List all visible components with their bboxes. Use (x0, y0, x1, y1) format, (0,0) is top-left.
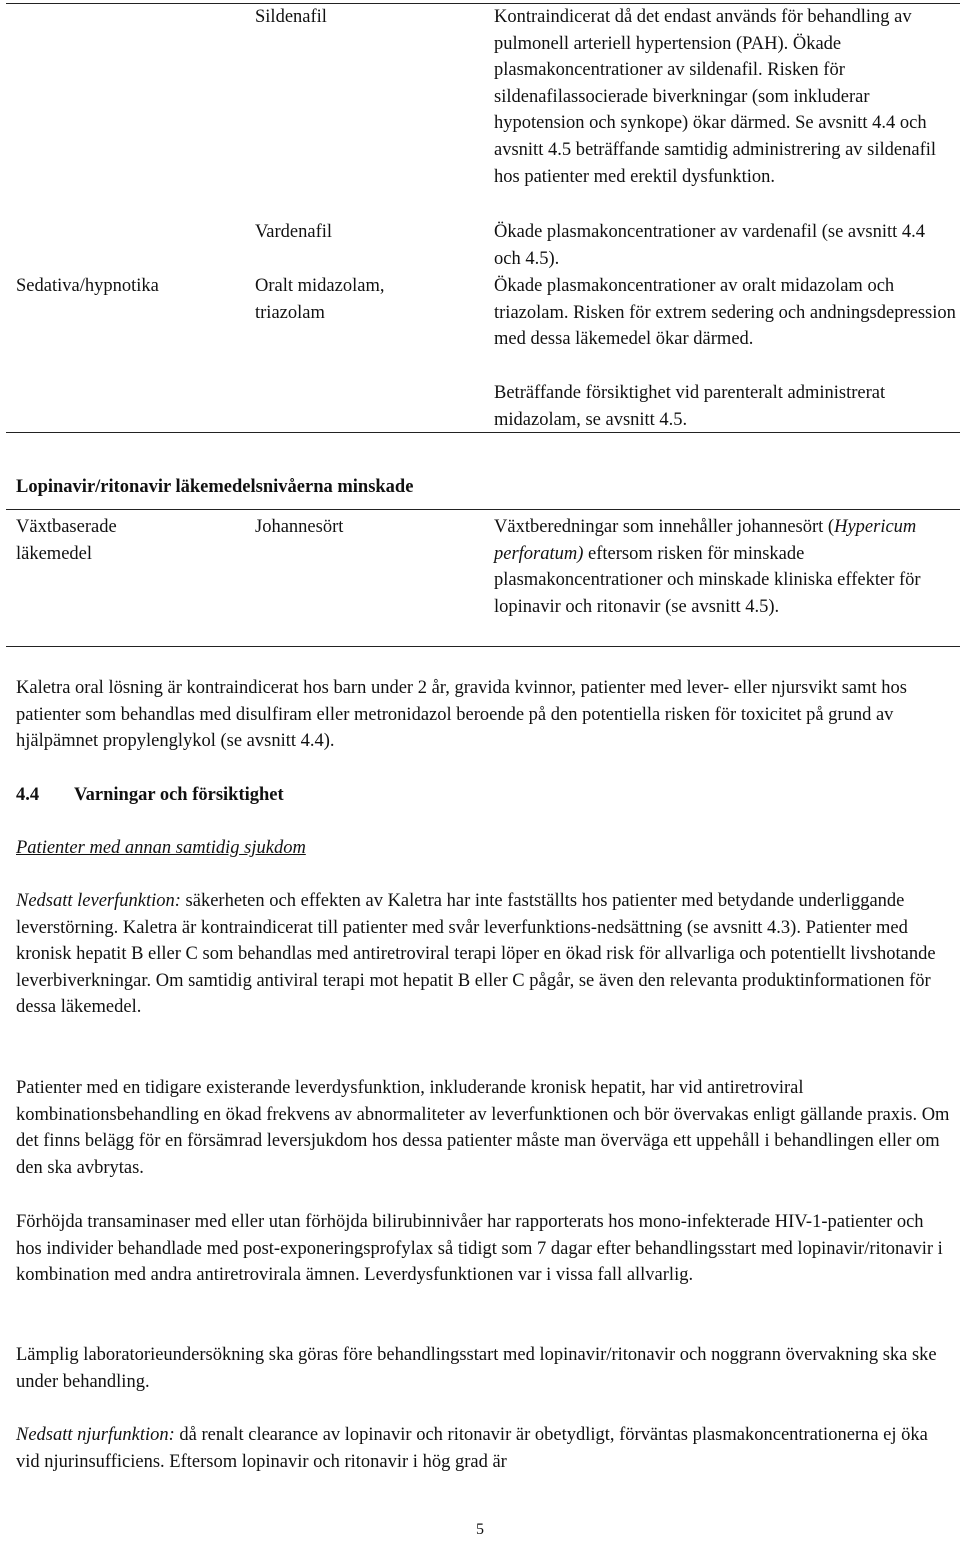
table-group-label: Sedativa/hypnotika (16, 276, 159, 296)
section-title: Varningar och försiktighet (74, 785, 284, 805)
hepatic-label: Nedsatt leverfunktion: (16, 891, 181, 911)
section-number: 4.4 (16, 785, 40, 805)
hepatic-text: säkerheten och effekten av Kaletra har inte fastställts hos patienter med betydande underliggande leverstörning. Kaletra är kontraindicerat till patienter med svår leverfunktions-nedsättning (se avsnitt 4.3). Patienter med kronisk hepatit B eller C som behandlas med antiretroviral terapi löper en ökad risk för allvarliga och potentiellt livshotande leverbiverkningar. Om samtidig antiviral terapi mot hepatit B eller C pågår, se även den relevanta produktinformationen för dessa läkemedel. (16, 891, 936, 1018)
table-bottom-rule (6, 432, 960, 433)
table2-bottom-rule (6, 646, 960, 647)
table2-top-rule (6, 509, 960, 510)
transaminases-paragraph: Förhöjda transaminaser med eller utan förhöjda bilirubinnivåer har rapporterats hos mono-infekterade HIV-1-patienter och hos individer behandlade med post-exponeringsprofylax så tidigt som 7 dagar efter behandlingsstart med lopinavir/ritonavir i kombination med andra antiretrovirala ämnen. Leverdysfunktionen var i vissa fall allvarlig. (16, 1212, 943, 1286)
subheading (16, 835, 950, 862)
section-4-4-heading (16, 782, 284, 809)
section-heading-decreased-levels: Lopinavir/ritonavir läkemedelsnivåerna minskade (16, 477, 414, 497)
table-drug-vardenafil: Vardenafil (255, 222, 333, 242)
table-comment-sildenafil: Kontraindicerat då det endast används för behandling av pulmonell arteriell hypertension (PAH). Ökade plasmakoncentrationer av sildenafil. Risken för sildenafilassocierade biverkningar (som inkluderar hypotension och synkope) ökar därmed. Se avsnitt 4.4 och avsnitt 4.5 beträffande samtidig administrering av sildenafil hos patienter med erektil dysfunktion. (494, 7, 937, 187)
table2-comment-post: eftersom risken för minskade plasmakoncentrationer och minskade kliniska effekter för lopinavir och ritonavir (se avsnitt 4.5). (494, 543, 921, 617)
kaletra-contraindication-paragraph: Kaletra oral lösning är kontraindicerat hos barn under 2 år, gravida kvinnor, patienter med lever- eller njursvikt samt hos patienter som behandlas med disulfiram eller metronidazol beroende på den potentiella risken för toxicitet på grund av hjälpämnet propylenglykol (se avsnitt 4.4). (16, 678, 907, 752)
existing-liver-dysfunction-paragraph: Patienter med en tidigare existerande leverdysfunktion, inkluderande kronisk hepatit, har vid antiretroviral kombinationsbehandling en ökad frekvens av abnormaliteter av leverfunktionen och bör övervakas enligt gällande praxis. Om det finns belägg för en försämrad leversjukdom hos dessa patienter måste man överväga ett uppehåll i behandlingen eller om den ska avbrytas. (16, 1078, 950, 1178)
renal-text: då renalt clearance av lopinavir och ritonavir är obetydligt, förväntas plasmakoncentrationerna ej öka vid njurinsufficiens. Eftersom lopinavir och ritonavir i hög grad är (16, 1425, 928, 1472)
hepatic-impairment-paragraph (16, 888, 950, 1021)
renal-label: Nedsatt njurfunktion: (16, 1425, 175, 1445)
table-comment-midazolam-parenteral: Beträffande försiktighet vid parenteralt administrerat midazolam, se avsnitt 4.5. (494, 383, 886, 430)
table2-group-label: Växtbaserade läkemedel (16, 517, 117, 564)
table-comment-midazolam: Ökade plasmakoncentrationer av oralt midazolam och triazolam. Risken för extrem sedering och andningsdepression med dessa läkemedel ökar därmed. (494, 276, 956, 350)
page-number: 5 (476, 1521, 484, 1538)
table2-comment-italic: Hypericum perforatum) (494, 517, 917, 564)
subheading-text: Patienter med annan samtidig sjukdom (16, 838, 306, 858)
lab-monitoring-paragraph: Lämplig laboratorieundersökning ska göras före behandlingsstart med lopinavir/ritonavir och noggrann övervakning ska ske under behandling. (16, 1345, 937, 1392)
renal-impairment-paragraph (16, 1422, 950, 1475)
table2-comment-johannesort (494, 514, 956, 620)
table-comment-vardenafil: Ökade plasmakoncentrationer av vardenafil (se avsnitt 4.4 och 4.5). (494, 222, 925, 269)
table2-comment-pre: Växtberedningar som innehåller johannesört ( (494, 517, 835, 537)
table-drug-midazolam: Oralt midazolam, triazolam (255, 276, 385, 323)
table2-drug-johannesort: Johannesört (255, 517, 344, 537)
table-drug-sildenafil: Sildenafil (255, 7, 327, 27)
